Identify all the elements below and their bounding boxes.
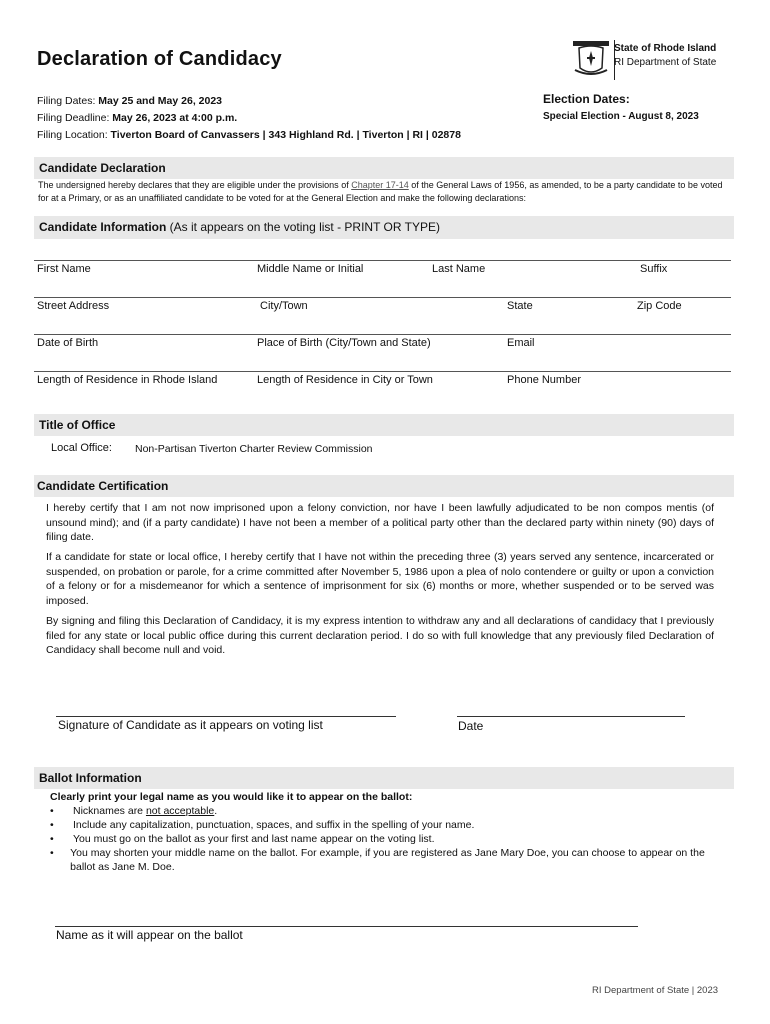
filing-dates: Filing Dates: May 25 and May 26, 2023 (37, 95, 223, 107)
field-line (34, 334, 731, 335)
candidate-info-section-header: Candidate Information (As it appears on the voting list - PRINT OR TYPE) (34, 216, 734, 239)
residence-city-field[interactable]: Length of Residence in City or Town (257, 374, 433, 386)
state-name: State of Rhode Island (614, 43, 717, 54)
local-office-value: Non-Partisan Tiverton Charter Review Commission (135, 443, 373, 455)
footer: RI Department of State | 2023 (592, 985, 719, 996)
last-name-field[interactable]: Last Name (432, 263, 486, 275)
list-item: • Nicknames are not acceptable. (50, 805, 218, 817)
signature-line[interactable] (56, 716, 396, 717)
list-item: • You must go on the ballot as your first and last name appear on the voting list. (50, 833, 435, 845)
zip-code-field[interactable]: Zip Code (637, 300, 682, 312)
local-office-label: Local Office: (51, 442, 112, 454)
department-name: RI Department of State (614, 57, 717, 68)
state-seal-icon (571, 38, 611, 78)
street-address-field[interactable]: Street Address (37, 300, 110, 312)
ballot-instruction: Clearly print your legal name as you would like it to appear on the ballot: (50, 791, 413, 803)
suffix-field[interactable]: Suffix (640, 263, 668, 275)
ballot-name-label: Name as it will appear on the ballot (56, 928, 243, 942)
date-line[interactable] (457, 716, 685, 717)
date-of-birth-field[interactable]: Date of Birth (37, 337, 99, 349)
list-item: • You may shorten your middle name on the ballot. For example, if you are registered as Jane Mary Doe, you can choose to appear on the ballot as Jane M. Doe. (50, 847, 705, 873)
city-town-field[interactable]: City/Town (260, 300, 308, 312)
residence-ri-field[interactable]: Length of Residence in Rhode Island (37, 374, 218, 386)
declaration-text: The undersigned hereby declares that they are eligible under the provisions of Chapter 17-14 of the General Laws of 1956, as amended, to be a party candidate to be voted for at a Primary, or as an unaffiliated candidate to be voted for at the General Election and make the following declarations: (38, 180, 723, 203)
ballot-section-header: Ballot Information (34, 767, 734, 789)
filing-location: Filing Location: Tiverton Board of Canvassers | 343 Highland Rd. | Tiverton | RI | 02878 (37, 129, 461, 141)
election-dates-title: Election Dates: (543, 92, 630, 106)
chapter-link[interactable]: Chapter 17-14 (351, 180, 409, 190)
phone-number-field[interactable]: Phone Number (507, 374, 581, 386)
field-line (34, 297, 731, 298)
ballot-rules-list (50, 804, 720, 874)
certification-paragraph-3: By signing and filing this Declaration of Candidacy, it is my express intention to withdraw any and all declarations of candidacy that I previously filed for any state or local public office during this current declaration period. I do so with full knowledge that any previously filed Declaration of Candidacy shall become null and void. (46, 615, 714, 656)
email-field[interactable]: Email (507, 337, 535, 349)
page-title: Declaration of Candidacy (37, 48, 282, 70)
signature-label: Signature of Candidate as it appears on voting list (58, 718, 323, 732)
field-line (34, 260, 731, 261)
election-dates-value: Special Election - August 8, 2023 (543, 111, 699, 122)
list-item: • Include any capitalization, punctuation, spaces, and suffix in the spelling of your name. (50, 819, 475, 831)
certification-paragraph-1: I hereby certify that I am not now imprisoned upon a felony conviction, nor have I been lawfully adjudicated to be non compos mentis (of unsound mind); and (if a party candidate) I have not been a member of a political party other than the declared party within ninety (90) days of filing date. (46, 502, 714, 543)
declaration-section-header: Candidate Declaration (34, 157, 734, 179)
date-label: Date (458, 719, 484, 733)
ballot-name-line[interactable] (55, 926, 638, 927)
filing-deadline: Filing Deadline: May 26, 2023 at 4:00 p.m. (37, 112, 238, 124)
field-line (34, 371, 731, 372)
middle-name-field[interactable]: Middle Name or Initial (257, 263, 364, 275)
certification-section-header: Candidate Certification (34, 475, 734, 497)
first-name-field[interactable]: First Name (37, 263, 91, 275)
place-of-birth-field[interactable]: Place of Birth (City/Town and State) (257, 337, 431, 349)
state-field[interactable]: State (507, 300, 533, 312)
office-section-header: Title of Office (34, 414, 734, 436)
certification-paragraph-2: If a candidate for state or local office, I hereby certify that I have not within the preceding three (3) years served any sentence, incarcerated or suspended, on probation or parole, for a crime committed after November 5, 1986 upon a plea of nolo contendere or guilty or upon a conviction of a felony or for a misdemeanor for which a sentence of imprisonment for six (6) months or more, whether suspended or to be served was imposed. (46, 551, 714, 607)
